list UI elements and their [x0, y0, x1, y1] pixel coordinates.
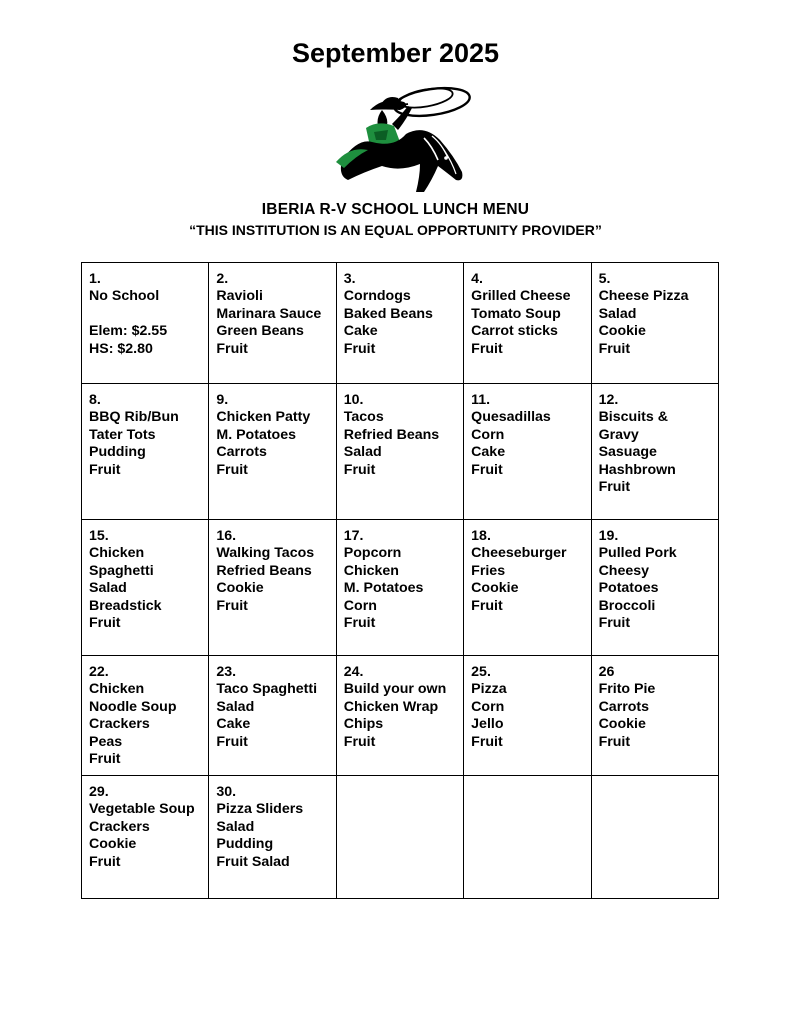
menu-item: Vegetable Soup: [89, 801, 195, 818]
day-number: [599, 784, 714, 801]
menu-item: Ravioli: [216, 288, 263, 305]
menu-item: Walking Tacos: [216, 545, 315, 562]
logo-graphic: [328, 76, 476, 194]
day-cell: [591, 384, 718, 520]
menu-item: Noodle Soup: [89, 698, 177, 715]
day-cell: [336, 520, 463, 656]
menu-item: Fruit: [89, 853, 121, 870]
day-cell: [336, 656, 463, 776]
day-number: 30.: [216, 784, 237, 800]
day-cell: [82, 520, 209, 656]
menu-item: Tacos: [343, 409, 384, 426]
menu-item: Fruit: [598, 340, 631, 357]
menu-item: Gravy: [598, 426, 639, 443]
menu-item: Fruit: [216, 597, 248, 614]
day-number: 1.: [89, 271, 101, 287]
menu-item: Pudding: [216, 836, 274, 853]
equal-opportunity-statement: “THIS INSTITUTION IS AN EQUAL OPPORTUNITY PROVIDER”: [189, 222, 602, 238]
menu-item: Cheeseburger: [471, 545, 567, 562]
menu-item: Corn: [343, 597, 377, 614]
menu-item: Pizza Sliders: [216, 801, 304, 818]
empty-day-cell: [591, 776, 718, 899]
menu-item: Quesadillas: [471, 409, 551, 426]
menu-item: Fruit: [89, 615, 121, 632]
day-number: [471, 784, 586, 801]
menu-item: Chicken Wrap: [343, 698, 439, 715]
empty-day-cell: [336, 776, 463, 899]
menu-item: M. Potatoes: [343, 580, 424, 597]
day-number: 9.: [216, 392, 229, 408]
menu-item: Cookie: [471, 580, 519, 597]
day-number: 16.: [216, 528, 237, 544]
menu-item: Fruit: [89, 751, 121, 768]
day-number: 10.: [343, 392, 364, 408]
day-cell: [82, 263, 209, 384]
menu-item: HS: $2.80: [89, 340, 153, 357]
menu-item: Cookie: [598, 323, 646, 340]
menu-item: Build your own: [343, 681, 447, 698]
menu-item: Fruit: [343, 461, 376, 478]
day-number: 19.: [598, 528, 619, 544]
lunch-menu-calendar: [81, 262, 719, 899]
day-number: 11.: [471, 392, 491, 408]
day-cell: [82, 656, 209, 776]
menu-item: Tomato Soup: [471, 305, 561, 322]
menu-item: Hashbrown: [598, 461, 676, 478]
menu-item: Carrot sticks: [471, 323, 558, 340]
day-number: 12.: [598, 392, 619, 408]
day-cell: [464, 520, 591, 656]
menu-item: Fruit: [598, 479, 631, 496]
menu-item: Chicken: [89, 681, 145, 698]
menu-item: M. Potatoes: [216, 426, 297, 443]
menu-item: Cookie: [216, 580, 264, 597]
day-number: 17.: [343, 528, 364, 544]
week-row: [82, 520, 719, 656]
day-cell: [336, 384, 463, 520]
day-cell: [82, 776, 209, 899]
menu-item: Fruit: [598, 733, 631, 750]
menu-item: Salad: [343, 444, 382, 461]
menu-item: Fruit: [216, 461, 248, 478]
menu-item: Elem: $2.55: [89, 323, 168, 340]
day-number: 4.: [471, 271, 484, 287]
menu-item: Salad: [598, 305, 637, 322]
week-row: [82, 384, 719, 520]
menu-item: Chicken Patty: [216, 409, 311, 426]
menu-item: Cake: [343, 323, 378, 340]
week-row: [82, 656, 719, 776]
menu-item: Salad: [216, 818, 255, 835]
day-number: 25.: [471, 664, 491, 680]
menu-item: Fruit: [216, 340, 248, 357]
week-row: [82, 776, 719, 899]
menu-item: Pizza: [471, 681, 507, 698]
menu-item: Baked Beans: [343, 305, 433, 322]
day-cell: [209, 656, 336, 776]
menu-item: Grilled Cheese: [471, 288, 571, 305]
menu-item: Spaghetti: [89, 562, 154, 579]
menu-item: Fruit: [343, 615, 376, 632]
day-cell: [82, 384, 209, 520]
day-cell: [591, 520, 718, 656]
cowboy-horse-lasso-logo: [328, 76, 476, 194]
menu-item: [89, 306, 204, 323]
day-cell: [209, 776, 336, 899]
menu-item: Green Beans: [216, 323, 304, 340]
day-number: 23.: [216, 664, 237, 680]
menu-item: Fruit: [598, 615, 631, 632]
menu-item: Cookie: [598, 716, 646, 733]
menu-item: Cake: [471, 444, 506, 461]
empty-day-cell: [464, 776, 591, 899]
menu-item: Fruit: [343, 733, 376, 750]
day-cell: [464, 384, 591, 520]
menu-item: Salad: [89, 580, 127, 597]
day-cell: [464, 656, 591, 776]
menu-item: Corn: [471, 698, 505, 715]
day-cell: [209, 384, 336, 520]
menu-item: Corndogs: [343, 288, 411, 305]
menu-item: Chicken: [89, 545, 145, 562]
day-number: 5.: [598, 271, 611, 287]
menu-item: Fruit: [471, 340, 503, 357]
day-cell: [336, 263, 463, 384]
menu-item: Fruit: [471, 597, 503, 614]
day-cell: [209, 263, 336, 384]
page-title: September 2025: [291, 38, 500, 68]
day-number: 29.: [89, 784, 109, 800]
menu-item: Popcorn: [343, 545, 402, 562]
menu-item: Salad: [216, 698, 255, 715]
menu-item: Cheese Pizza: [598, 288, 689, 305]
day-number: [344, 784, 459, 801]
menu-item: Biscuits &: [598, 409, 668, 426]
menu-item: Pulled Pork: [598, 545, 677, 562]
menu-item: Cake: [216, 716, 251, 733]
menu-item: Fruit Salad: [216, 853, 290, 870]
menu-item: Frito Pie: [598, 681, 656, 698]
menu-item: Fruit: [471, 461, 503, 478]
day-number: 24.: [343, 664, 364, 680]
menu-item: Sasuage: [598, 444, 657, 461]
day-cell: [591, 656, 718, 776]
day-number: 22.: [89, 664, 109, 680]
menu-item: Fruit: [471, 733, 503, 750]
day-number: 8.: [89, 392, 101, 408]
day-cell: [591, 263, 718, 384]
menu-item: Fruit: [89, 461, 121, 478]
menu-item: Cheesy: [598, 562, 650, 579]
menu-item: BBQ Rib/Bun: [89, 409, 179, 426]
menu-item: Taco Spaghetti: [216, 681, 318, 698]
menu-item: Potatoes: [598, 580, 659, 597]
menu-item: Crackers: [89, 716, 150, 733]
menu-item: Carrots: [598, 698, 650, 715]
menu-item: Pudding: [89, 444, 146, 461]
day-number: 2.: [216, 271, 229, 287]
menu-item: Refried Beans: [216, 562, 312, 579]
day-number: 18.: [471, 528, 491, 544]
day-number: 15.: [89, 528, 109, 544]
menu-item: Peas: [89, 733, 123, 750]
day-number: 3.: [343, 271, 356, 287]
menu-item: Cookie: [89, 836, 137, 853]
menu-item: Corn: [471, 426, 505, 443]
menu-item: Fruit: [216, 733, 248, 750]
menu-item: No School: [89, 288, 160, 305]
menu-item: Chips: [343, 716, 384, 733]
menu-item: Carrots: [216, 444, 267, 461]
menu-item: Tater Tots: [89, 426, 156, 443]
menu-item: Chicken: [343, 562, 399, 579]
day-number: 26: [598, 664, 615, 680]
menu-item: Marinara Sauce: [216, 305, 322, 322]
menu-heading: IBERIA R-V SCHOOL LUNCH MENU: [261, 201, 530, 218]
menu-item: Fruit: [343, 340, 376, 357]
day-cell: [209, 520, 336, 656]
menu-item: Jello: [471, 716, 504, 733]
menu-item: Fries: [471, 562, 506, 579]
menu-item: Breadstick: [89, 597, 162, 614]
week-row: [82, 263, 719, 384]
day-cell: [464, 263, 591, 384]
menu-item: Broccoli: [598, 597, 656, 614]
menu-item: Crackers: [89, 818, 150, 835]
menu-item: Refried Beans: [343, 426, 440, 443]
